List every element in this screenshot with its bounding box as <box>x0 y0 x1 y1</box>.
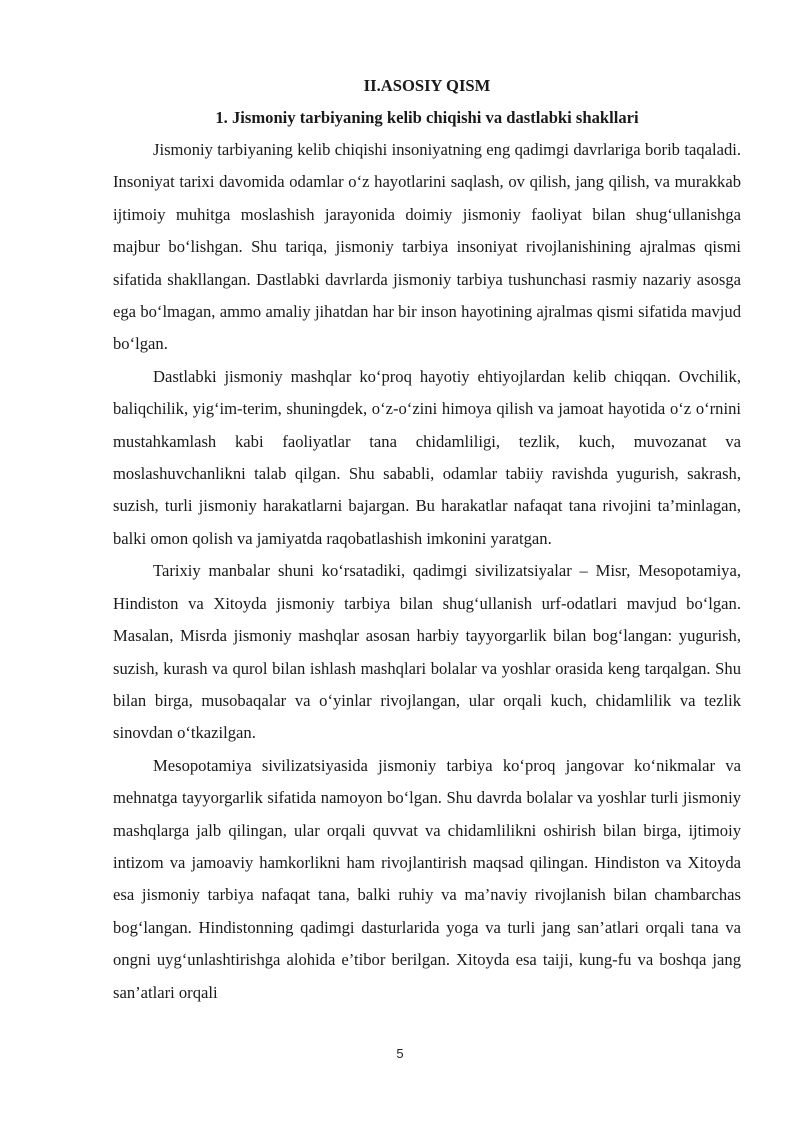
paragraph-4: Mesopotamiya sivilizatsiyasida jismoniy tarbiya ko‘proq jangovar ko‘nikmalar va mehnatga tayyorgarlik sifatida namoyon bo‘lgan. Shu davrda bolalar va yoshlar turli jismoniy mashqlarga jalb qilingan, ular orqali quvvat va chidamlilikni oshirish bilan birga, ijtimoiy intizom va jamoaviy hamkorlikni ham rivojlantirish maqsad qilingan. Hindiston va Xitoyda esa jismoniy tarbiya nafaqat tana, balki ruhiy va ma’naviy rivojlanish bilan chambarchas bog‘langan. Hindistonning qadimgi dasturlarida yoga va turli jang san’atlari orqali tana va ongni uyg‘unlashtirishga alohida e’tibor berilgan. Xitoyda esa taiji, kung-fu va boshqa jang san’atlari orqali <box>113 755 741 1002</box>
document-page <box>113 70 741 1009</box>
section-title: II.ASOSIY QISM <box>363 76 491 95</box>
paragraph-1: Jismoniy tarbiyaning kelib chiqishi insoniyatning eng qadimgi davrlariga borib taqaladi. Insoniyat tarixi davomida odamlar o‘z hayotlarini saqlash, ov qilish, jang qilish, va murakkab ijtimoiy muhitga moslashish jarayonida doimiy jismoniy faoliyat bilan shug‘ullanishga majbur bo‘lishgan. Shu tariqa, jismoniy tarbiya insoniyat rivojlanishining ajralmas qismi sifatida shakllangan. Dastlabki davrlarda jismoniy tarbiya tushunchasi rasmiy nazariy asosga ega bo‘lmagan, ammo amaliy jihatdan har bir inson hayotining ajralmas qismi sifatida mavjud bo‘lgan. <box>113 140 741 354</box>
subsection-title: 1. Jismoniy tarbiyaning kelib chiqishi va dastlabki shakllari <box>215 108 639 127</box>
page-number: 5 <box>396 1046 404 1061</box>
paragraph-3: Tarixiy manbalar shuni ko‘rsatadiki, qadimgi sivilizatsiyalar – Misr, Mesopotamiya, Hindiston va Xitoyda jismoniy tarbiya bilan shug‘ullanish urf-odatlari mavjud bo‘lgan. Masalan, Misrda jismoniy mashqlar asosan harbiy tayyorgarlik bilan bog‘langan: yugurish, suzish, kurash va qurol bilan ishlash mashqlari bolalar va yoshlar orasida keng tarqalgan. Shu bilan birga, musobaqalar va o‘yinlar rivojlangan, ular orqali kuch, chidamlilik va tezlik sinovdan o‘tkazilgan. <box>113 561 741 743</box>
paragraph-2: Dastlabki jismoniy mashqlar ko‘proq hayotiy ehtiyojlardan kelib chiqqan. Ovchilik, baliqchilik, yig‘im-terim, shuningdek, o‘z-o‘zini himoya qilish va jamoat hayotida o‘z o‘rnini mustahkamlash kabi faoliyatlar tana chidamliligi, tezlik, kuch, muvozanat va moslashuvchanlikni talab qilgan. Shu sababli, odamlar tabiiy ravishda yugurish, sakrash, suzish, turli jismoniy harakatlarni bajargan. Bu harakatlar nafaqat tana rivojini ta’minlagan, balki omon qolish va jamiyatda raqobatlashish imkonini yaratgan. <box>113 366 741 548</box>
